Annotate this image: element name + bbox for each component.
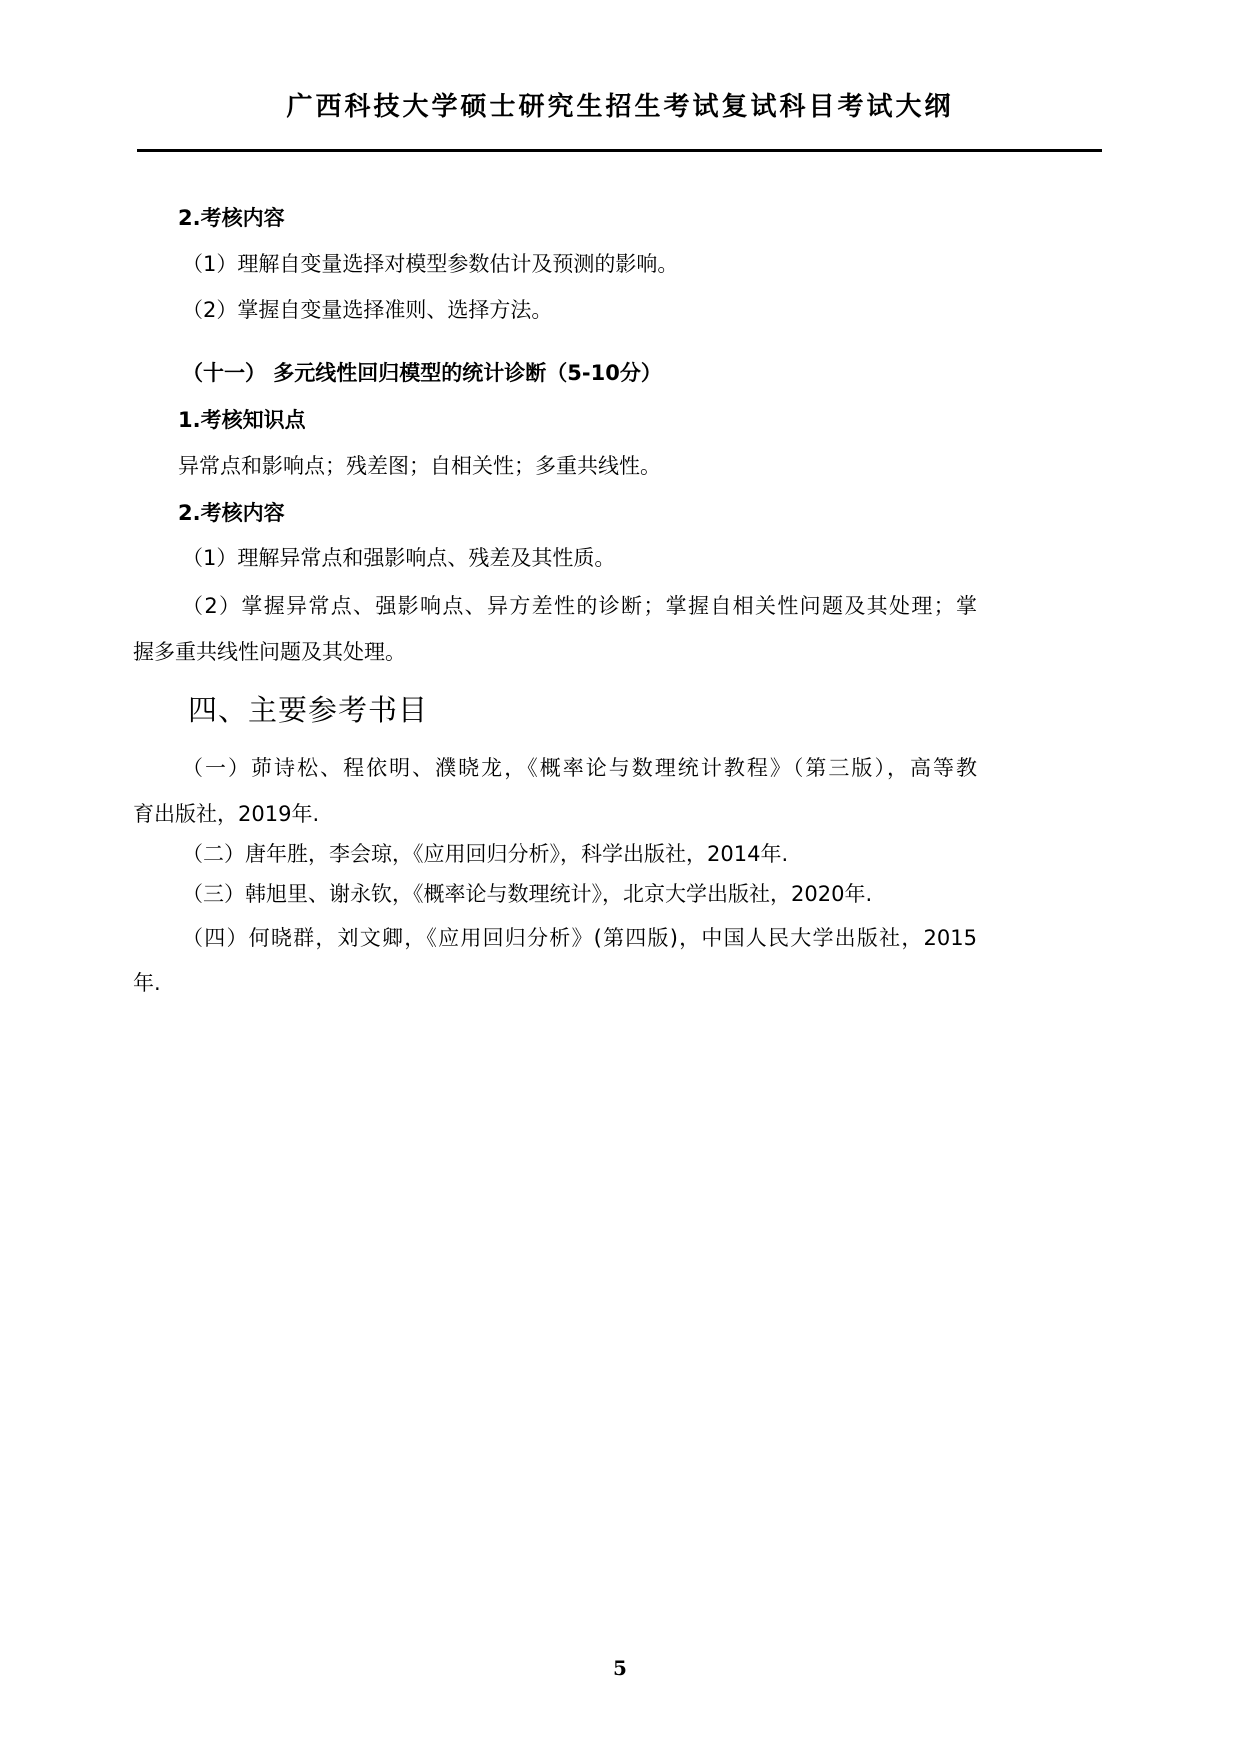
content-item-11-1: （1）理解异常点和强影响点、残差及其性质。: [182, 546, 616, 570]
content-item-2: （2）掌握自变量选择准则、选择方法。: [182, 298, 553, 322]
reference-3: （三）韩旭里、谢永钦，《概率论与数理统计》，北京大学出版社，2020年.: [182, 882, 873, 906]
knowledge-text: 异常点和影响点；残差图；自相关性；多重共线性。: [178, 454, 661, 478]
content-item-1: （1）理解自变量选择对模型参数估计及预测的影响。: [182, 252, 679, 276]
document-header-title: 广西科技大学硕士研究生招生考试复试科目考试大纲: [286, 92, 954, 122]
reference-1-line2: 育出版社，2019年.: [133, 802, 320, 826]
reference-4-line1: （四）何晓群，刘文卿，《应用回归分析》(第四版)，中国人民大学出版社，2015: [182, 926, 977, 950]
header-divider: [137, 149, 1102, 152]
page-number: 5: [613, 1656, 627, 1680]
section-heading-11: （十一） 多元线性回归模型的统计诊断（5-10分）: [182, 361, 662, 385]
references-heading: 四、主要参考书目: [188, 693, 429, 727]
reference-2: （二）唐年胜，李会琼，《应用回归分析》，科学出版社，2014年.: [182, 842, 789, 866]
content-item-11-2-line1: （2）掌握异常点、强影响点、异方差性的诊断；掌握自相关性问题及其处理；掌: [182, 594, 977, 618]
content-heading-11: 2.考核内容: [178, 501, 285, 525]
content-item-11-2-line2: 握多重共线性问题及其处理。: [133, 640, 406, 664]
reference-4-line2: 年.: [133, 971, 161, 995]
knowledge-heading: 1.考核知识点: [178, 408, 306, 432]
content-heading: 2.考核内容: [178, 206, 285, 230]
reference-1-line1: （一）茆诗松、程依明、濮晓龙，《概率论与数理统计教程》（第三版），高等教: [182, 756, 977, 780]
